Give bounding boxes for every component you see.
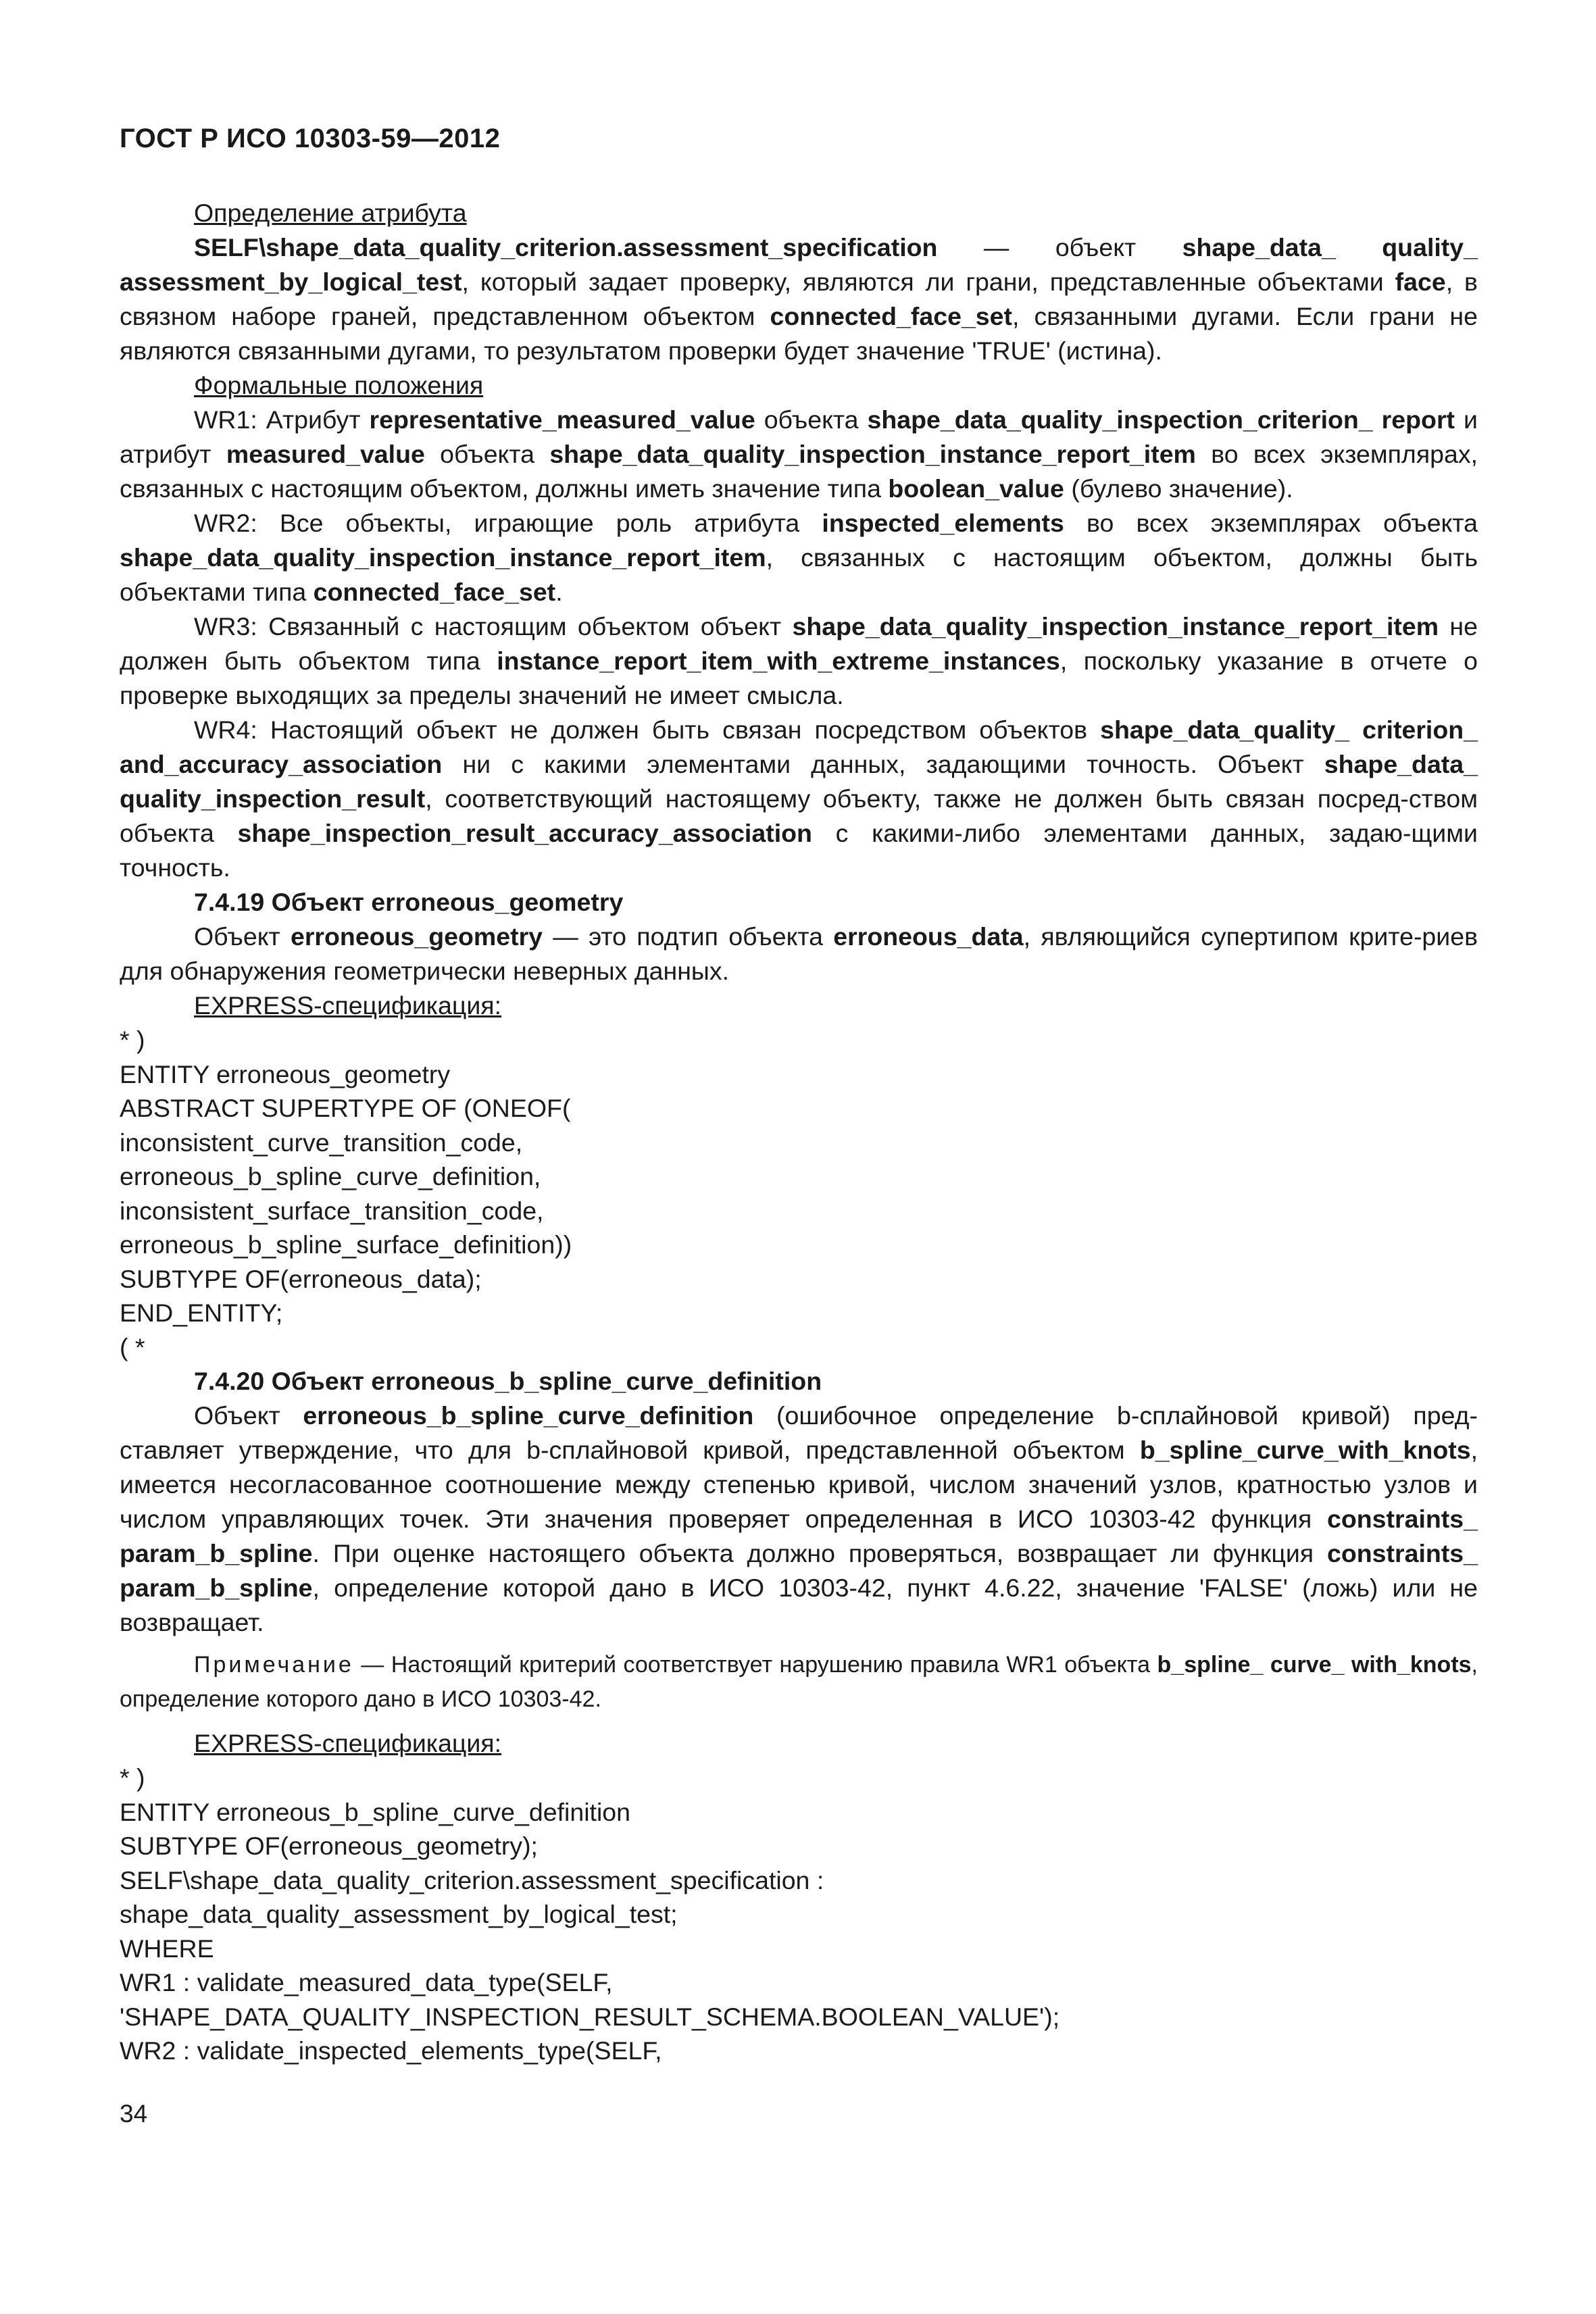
bold-term: shape_data_quality_inspection_instance_report_item (549, 440, 1196, 468)
paragraph-7-4-20 (120, 1399, 1478, 1640)
bold-term: connected_face_set (313, 578, 556, 606)
text-run: WR1: Атрибут (194, 405, 370, 434)
text-run: , поскольку указание в отчете о проверке выходящих за пределы значений не имеет смысла. (120, 647, 1478, 709)
text-run: во всех экземплярах, связанных с настоящим объектом, должны иметь значение типа (120, 440, 1478, 503)
bold-term: shape_data_ quality_inspection_result (120, 750, 1478, 813)
paragraph-7-4-19 (120, 920, 1478, 988)
text-run: , определение которого дано в ИСО 10303-42. (120, 1652, 1478, 1712)
paragraph-wr3 (120, 609, 1478, 713)
express-spec-label-2: EXPRESS-спецификация: (194, 1729, 502, 1757)
bold-term: constraints_ param_b_spline (120, 1505, 1478, 1567)
text-run: во всех экземплярах объекта (1064, 509, 1478, 537)
text-run: , который задает проверку, являются ли грани, представленные объектами (462, 268, 1395, 296)
text-run: , связанных с настоящим объектом, должны быть объектами типа (120, 543, 1478, 606)
text-run: ни с какими элементами данных, задающими точность. Объект (442, 750, 1324, 778)
bold-term: shape_data_quality_inspection_criterion_ report (867, 405, 1455, 434)
formal-propositions-label: Формальные положения (194, 371, 484, 399)
express-code-block-2: * ) ENTITY erroneous_b_spline_curve_definition SUBTYPE OF(erroneous_geometry); SELF\shape_data_quality_criterion.assessment_specification : shape_data_quality_assessment_by_logical_test; WHERE WR1 : validate_measured_data_type(SELF, 'SHAPE_DATA_QUALITY_INSPECTION_RESULT_SCHEMA.BOOLEAN_VALUE'); WR2 : validate_inspected_elements_type(SELF, (120, 1763, 1060, 2065)
text-run: — Настоящий критерий соответствует нарушению правила WR1 объекта (353, 1652, 1157, 1678)
paragraph-assessment-spec (120, 230, 1478, 368)
section-heading-7-4-20: 7.4.20 Объект erroneous_b_spline_curve_definition (194, 1367, 822, 1395)
paragraph-wr2 (120, 506, 1478, 609)
bold-term: inspected_elements (822, 509, 1064, 537)
text-run: , соответствующий настоящему объекту, также не должен быть связан посред-ством объекта (120, 784, 1478, 847)
text-run: WR2: Все объекты, играющие роль атрибута (194, 509, 822, 537)
text-run: , в связном наборе граней, представленном объектом (120, 268, 1478, 330)
note-label: Примечание (194, 1652, 354, 1678)
express-spec-label-1: EXPRESS-спецификация: (194, 991, 502, 1020)
text-run: , определение которой дано в ИСО 10303-42, пункт 4.6.22, значение 'FALSE' (ложь) или не возвращает. (120, 1574, 1478, 1636)
document-header: ГОСТ Р ИСО 10303-59—2012 (120, 124, 501, 153)
note-paragraph (120, 1648, 1478, 1717)
page-content (120, 196, 1478, 2068)
text-run: с какими-либо элементами данных, задаю-щими точность. (120, 819, 1478, 882)
bold-term: connected_face_set (770, 302, 1013, 330)
text-run: , связанными дугами. Если грани не являются связанными дугами, то результатом проверки будет значение 'TRUE' (истина). (120, 302, 1478, 365)
bold-term: shape_data_quality_inspection_instance_report_item (792, 612, 1439, 640)
bold-term: face (1395, 268, 1446, 296)
attribute-definition-label: Определение атрибута (194, 199, 467, 227)
text-run: Объект (194, 1401, 303, 1430)
text-run: объекта (424, 440, 550, 468)
bold-term: b_spline_ curve_ with_knots (1157, 1652, 1472, 1678)
bold-term: shape_data_quality_ criterion_ and_accuracy_association (120, 715, 1478, 778)
text-run: . (555, 578, 563, 606)
page-number: 34 (120, 2100, 148, 2128)
text-run: , являющийся супертипом крите-риев для обнаружения геометрически неверных данных. (120, 922, 1478, 985)
bold-term: SELF\shape_data_quality_criterion.assessment_specification (194, 233, 938, 261)
text-run: (ошибочное определение b-сплайновой кривой) пред-ставляет утверждение, что для b-сплайновой кривой, представленной объектом (120, 1401, 1478, 1464)
section-heading-7-4-19: 7.4.19 Объект erroneous_geometry (194, 888, 624, 916)
bold-term: measured_value (226, 440, 425, 468)
bold-term: boolean_value (888, 474, 1064, 503)
text-run: — это подтип объекта (543, 922, 834, 951)
bold-term: erroneous_data (833, 922, 1024, 951)
bold-term: shape_data_quality_inspection_instance_report_item (120, 543, 766, 572)
bold-term: erroneous_geometry (290, 922, 543, 951)
bold-term: representative_measured_value (369, 405, 755, 434)
express-code-block-1: * ) ENTITY erroneous_geometry ABSTRACT SUPERTYPE OF (ONEOF( inconsistent_curve_transition_code, erroneous_b_spline_curve_definition, inconsistent_surface_transition_code, erroneous_b_spline_surface_definition)) SUBTYPE OF(erroneous_data); END_ENTITY; ( * (120, 1026, 572, 1361)
text-run: , имеется несогласованное соотношение между степенью кривой, числом значений узлов, кратностью узлов и числом управляющих точек. Эти значения проверяет определенная в ИСО 10303-42 функция (120, 1436, 1478, 1533)
bold-term: instance_report_item_with_extreme_instances (497, 647, 1060, 675)
text-run: не должен быть объектом типа (120, 612, 1478, 675)
text-run: Объект (194, 922, 291, 951)
bold-term: b_spline_curve_with_knots (1139, 1436, 1471, 1464)
text-run: . При оценке настоящего объекта должно проверяться, возвращает ли функция (312, 1539, 1327, 1567)
text-run: WR4: Настоящий объект не должен быть связан посредством объектов (194, 715, 1101, 744)
text-run: (булево значение). (1064, 474, 1293, 503)
bold-term: erroneous_b_spline_curve_definition (303, 1401, 754, 1430)
text-run: и атрибут (120, 405, 1478, 468)
text-run: объекта (755, 405, 868, 434)
text-run: WR3: Связанный с настоящим объектом объект (194, 612, 793, 640)
paragraph-wr4 (120, 713, 1478, 885)
bold-term: constraints_ param_b_spline (120, 1539, 1478, 1602)
paragraph-wr1 (120, 403, 1478, 506)
bold-term: shape_inspection_result_accuracy_association (237, 819, 812, 847)
bold-term: shape_data_ quality_ assessment_by_logical_test (120, 233, 1478, 296)
text-run: — объект (937, 233, 1182, 261)
